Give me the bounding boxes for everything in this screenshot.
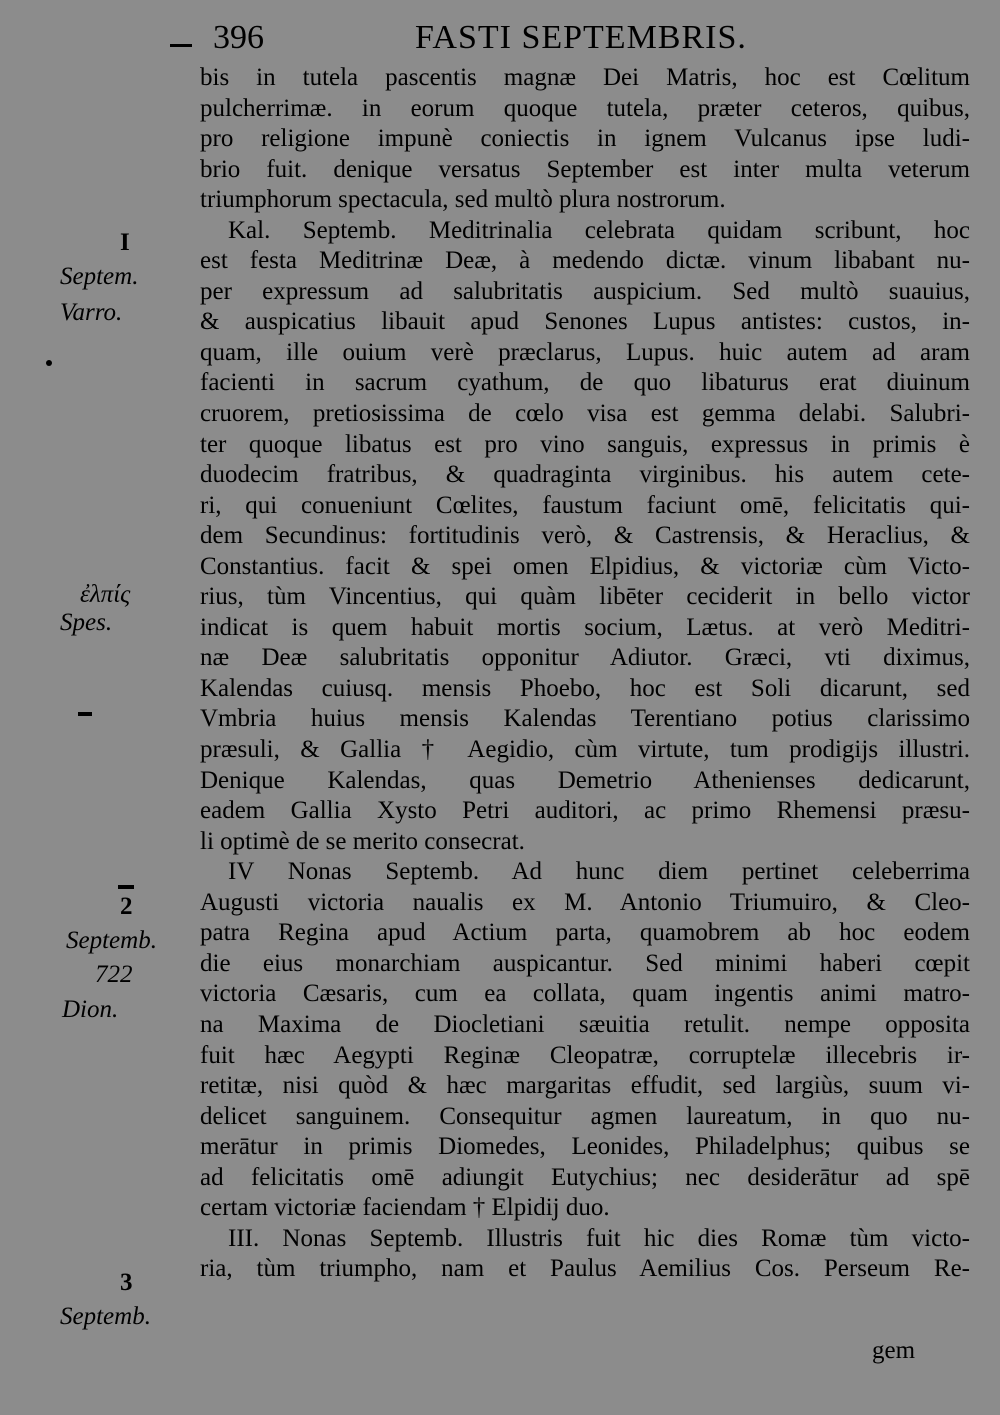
text-line: est festa Meditrinæ Deæ, à medendo dictæ. vinum libabant nu-: [200, 247, 970, 275]
text-line: indicat is quem habuit mortis socium, Lætus. at verò Meditri-: [200, 613, 970, 641]
stray-mark: [46, 360, 52, 366]
text-line: Vmbria huius mensis Kalendas Terentiano potius clarissimo: [200, 705, 970, 733]
text-line: li optimè de se merito consecrat.: [200, 827, 525, 855]
margin-note: 3: [120, 1269, 133, 1296]
stray-mark: [78, 712, 92, 716]
stray-mark: [118, 885, 134, 889]
text-line: duodecim fratribus, & quadraginta virginibus. his autem cete-: [200, 461, 970, 489]
margin-note: Septem.: [60, 263, 139, 290]
stray-mark: [170, 44, 192, 47]
text-line: ad felicitatis omē adiungit Eutychius; nec desiderātur ad spē: [200, 1163, 970, 1191]
text-line: & auspicatius libauit apud Senones Lupus antistes: custos, in-: [200, 308, 970, 336]
margin-note: ἐλπίς: [80, 581, 131, 608]
text-line: facienti in sacrum cyathum, de quo libaturus erat diuinum: [200, 369, 970, 397]
text-line: IV Nonas Septemb. Ad hunc diem pertinet celeberrima: [228, 858, 970, 886]
text-line: per expressum ad salubritatis auspicium. Sed multò suauius,: [200, 277, 970, 305]
margin-note: Septemb.: [60, 1303, 151, 1330]
catch-word: gem: [872, 1337, 916, 1364]
text-line: Kal. Septemb. Meditrinalia celebrata quidam scribunt, hoc: [228, 216, 970, 244]
text-line: bis in tutela pascentis magnæ Dei Matris, hoc est Cœlitum: [200, 64, 970, 91]
text-line: rius, tùm Vincentius, qui quàm libēter ceciderit in bello victor: [200, 583, 970, 611]
margin-note: I: [120, 229, 130, 256]
text-line: Augusti victoria naualis ex M. Antonio Triumuiro, & Cleo-: [200, 888, 970, 916]
text-line: quam, ille ouium verè præclarus, Lupus. huic autem ad aram: [200, 338, 970, 366]
text-line: ri, qui conueniunt Cœlites, faustum faciunt omē, felicitatis qui-: [200, 491, 970, 519]
text-line: pro religione impunè coniectis in ignem Vulcanus ipse ludi-: [200, 125, 970, 153]
margin-note: Septemb.: [66, 927, 157, 954]
text-line: victoria Cæsaris, cum ea collata, quam ingentis animi matro-: [200, 980, 970, 1008]
text-line: præsuli, & Gallia † Aegidio, cùm virtute, tum prodigijs illustri.: [200, 736, 970, 764]
text-line: fuit hæc Aegypti Reginæ Cleopatræ, corruptelæ illecebris ir-: [200, 1041, 970, 1069]
text-line: eadem Gallia Xysto Petri auditori, ac primo Rhemensi præsu-: [200, 797, 970, 825]
text-line: næ Deæ salubritatis opponitur Adiutor. Græci, vti diximus,: [200, 644, 970, 672]
text-line: merātur in primis Diomedes, Leonides, Philadelphus; quibus se: [200, 1133, 970, 1161]
text-line: Constantius. facit & spei omen Elpidius, & victoriæ cùm Victo-: [200, 552, 970, 580]
text-line: na Maxima de Diocletiani sæuitia retulit. nempe opposita: [200, 1010, 970, 1038]
text-line: III. Nonas Septemb. Illustris fuit hic dies Romæ tùm victo-: [228, 1224, 970, 1252]
text-line: die eius monarchiam auspicantur. Sed minimi haberi cœpit: [200, 949, 970, 977]
text-line: Kalendas cuiusq. mensis Phoebo, hoc est Soli dicarunt, sed: [200, 674, 970, 702]
body-text: [200, 63, 970, 1285]
margin-note: 2: [120, 893, 133, 920]
page-number: 396: [213, 19, 264, 56]
text-line: brio fuit. denique versatus September est inter multa veterum: [200, 155, 970, 183]
text-line: cruorem, pretiosissima de cœlo visa est gemma delabi. Salubri-: [200, 400, 970, 428]
margin-note: 722: [95, 961, 133, 988]
text-line: delicet sanguinem. Consequitur agmen laureatum, in quo nu-: [200, 1102, 970, 1130]
text-line: ria, tùm triumpho, nam et Paulus Aemilius Cos. Perseum Re-: [200, 1255, 970, 1283]
text-line: pulcherrimæ. in eorum quoque tutela, præter ceteros, quibus,: [200, 94, 970, 122]
text-line: patra Regina apud Actium parta, quamobrem ab hoc eodem: [200, 919, 970, 947]
text-line: dem Secundinus: fortitudinis verò, & Castrensis, & Heraclius, &: [200, 522, 970, 550]
margin-note: Varro.: [60, 299, 123, 326]
text-line: certam victoriæ faciendam † Elpidij duo.: [200, 1194, 610, 1222]
text-line: Denique Kalendas, quas Demetrio Athenienses dedicarunt,: [200, 766, 970, 794]
running-head: FASTI SEPTEMBRIS.: [415, 19, 747, 56]
margin-note: Spes.: [60, 609, 113, 636]
text-line: triumphorum spectacula, sed multò plura nostrorum.: [200, 186, 726, 214]
text-line: ter quoque libatus est pro vino sanguis, expressus in primis è: [200, 430, 970, 458]
text-line: retitæ, nisi quòd & hæc margaritas effudit, sed largiùs, suum vi-: [200, 1072, 970, 1100]
margin-note: Dion.: [62, 996, 119, 1023]
